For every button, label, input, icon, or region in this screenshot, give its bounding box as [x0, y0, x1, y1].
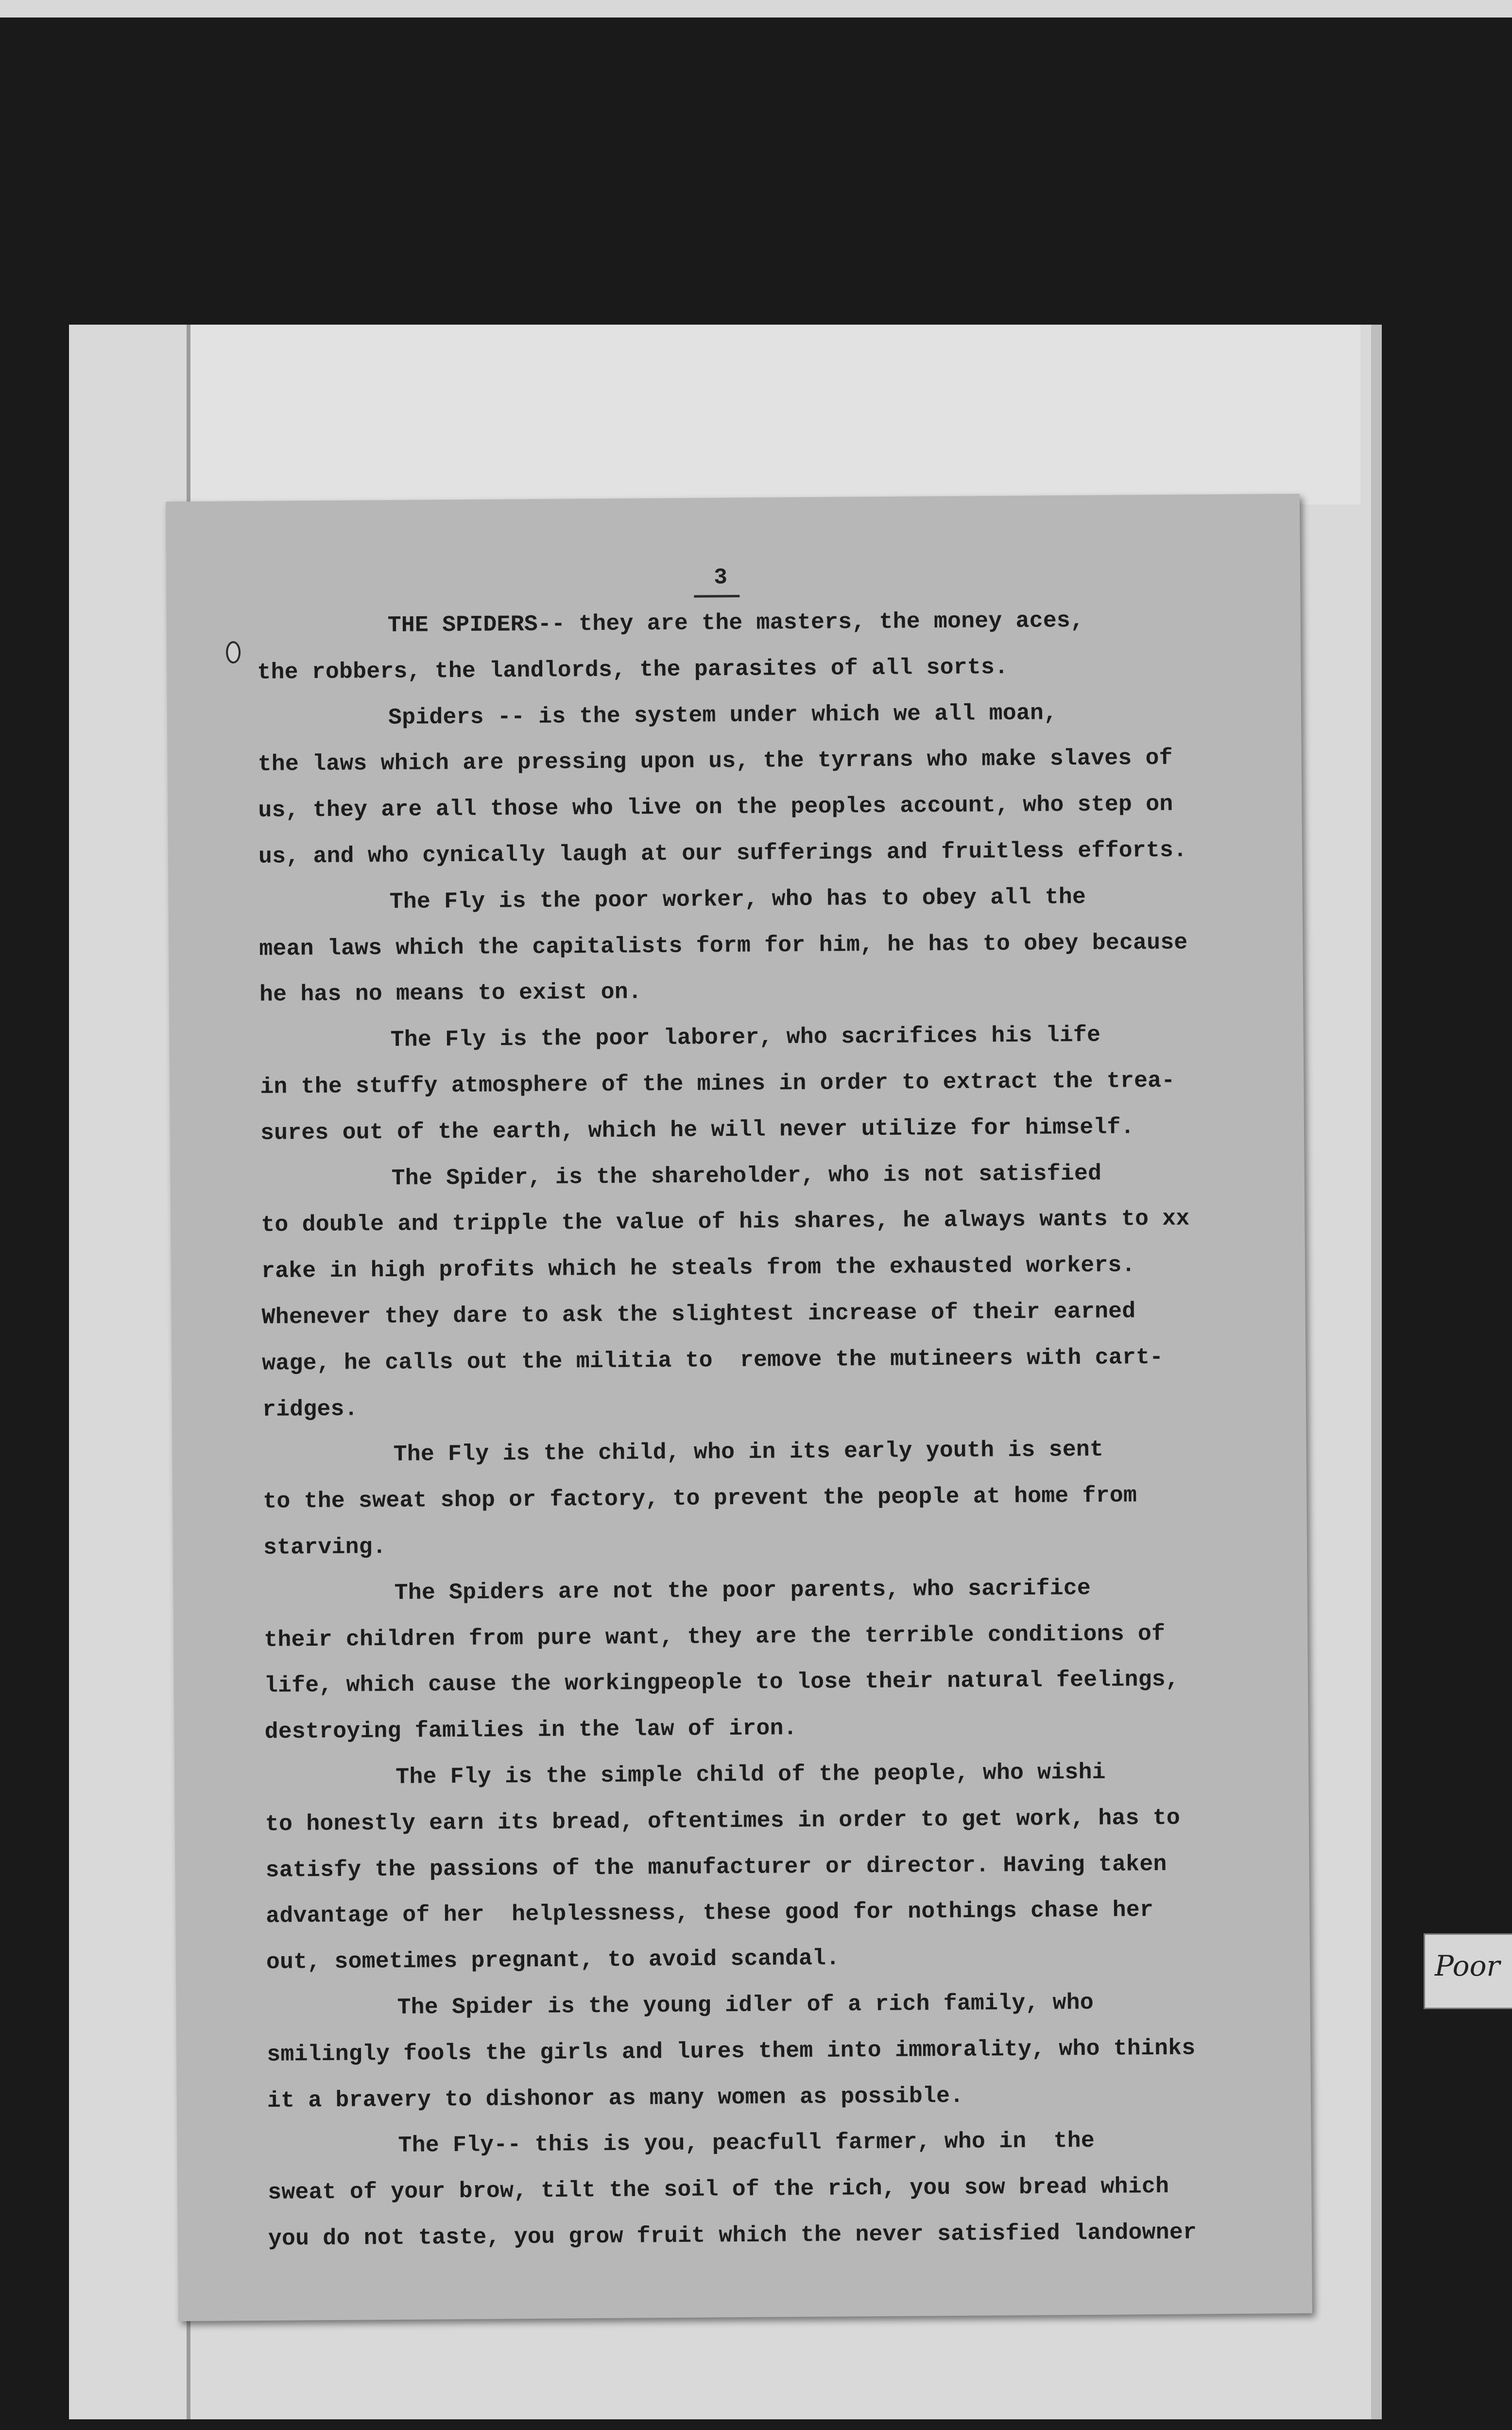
text-line: out, sometimes pregnant, to avoid scandal. [266, 1945, 840, 1976]
text-line: in the stuffy atmosphere of the mines in order to extract the trea- [260, 1067, 1175, 1100]
text-line: us, they are all those who live on the peoples account, who step on [258, 791, 1173, 824]
text-line: wage, he calls out the militia to remove the mutineers with cart- [262, 1344, 1164, 1376]
text-line: The Spider, is the shareholder, who is not satisfied [391, 1160, 1102, 1191]
typed-page [166, 494, 1312, 2321]
text-line: The Fly is the child, who in its early youth is sent [393, 1437, 1104, 1468]
page-number-underline [694, 595, 739, 598]
text-line: life, which cause the workingpeople to lose their natural feelings, [264, 1666, 1180, 1699]
backing-sheet-top [190, 325, 1360, 504]
text-line: their children from pure want, they are the terrible conditions of [264, 1620, 1166, 1653]
text-line: The Fly is the poor worker, who has to obey all the [389, 884, 1086, 915]
text-line: sweat of your brow, tilt the soil of the rich, you sow bread which [268, 2173, 1169, 2205]
text-line: The Fly is the simple child of the people, who wishi [395, 1759, 1106, 1790]
text-line: to the sweat shop or factory, to prevent the people at home from [263, 1482, 1137, 1515]
text-line: us, and who cynically laugh at our sufferings and fruitless efforts. [258, 837, 1187, 869]
text-line: The Spider is the young idler of a rich family, who [397, 1989, 1094, 2020]
margin-tab-label: Poor [1435, 1949, 1500, 1982]
text-line: the laws which are pressing upon us, the tyrrans who make slaves of [258, 745, 1173, 778]
hole-punch-mark [226, 641, 241, 663]
text-line: satisfy the passions of the manufacturer or director. Having taken [265, 1851, 1167, 1883]
text-line: ridges. [262, 1396, 358, 1423]
text-line: to double and tripple the value of his shares, he always wants to xx [261, 1205, 1190, 1238]
text-line: it a bravery to dishonor as many women as possible. [267, 2083, 964, 2114]
text-line: The Fly is the poor laborer, who sacrifices his life [390, 1022, 1101, 1053]
page-number: 3 [714, 565, 728, 590]
margin-tab [1424, 1933, 1512, 2009]
text-line: advantage of her helplessness, these good for nothings chase her [266, 1897, 1154, 1929]
text-line: to honestly earn its bread, oftentimes in order to get work, has to [265, 1805, 1181, 1837]
text-line: the robbers, the landlords, the parasites of all sorts. [257, 654, 1009, 685]
text-line: Whenever they dare to ask the slightest increase of their earned [261, 1298, 1136, 1330]
text-line: mean laws which the capitalists form for him, he has to obey because [259, 929, 1188, 962]
text-line: Spiders -- is the system under which we all moan, [388, 699, 1058, 730]
text-line: The Spiders are not the poor parents, who sacrifice [394, 1575, 1091, 1606]
text-line: The Fly-- this is you, peacfull farmer, who in the [398, 2128, 1095, 2159]
text-line: rake in high profits which he steals from the exhausted workers. [261, 1252, 1135, 1284]
text-line: starving. [263, 1534, 387, 1561]
film-top-edge [0, 0, 1512, 17]
text-line: you do not taste, you grow fruit which the never satisfied landowner [268, 2219, 1197, 2252]
text-line: THE SPIDERS-- they are the masters, the money aces, [387, 608, 1084, 639]
text-line: he has no means to exist on. [259, 979, 642, 1008]
text-line: smilingly fools the girls and lures them into immorality, who thinks [267, 2035, 1196, 2067]
text-line: destroying families in the law of iron. [264, 1715, 797, 1745]
text-line: sures out of the earth, which he will never utilize for himself. [260, 1114, 1134, 1146]
